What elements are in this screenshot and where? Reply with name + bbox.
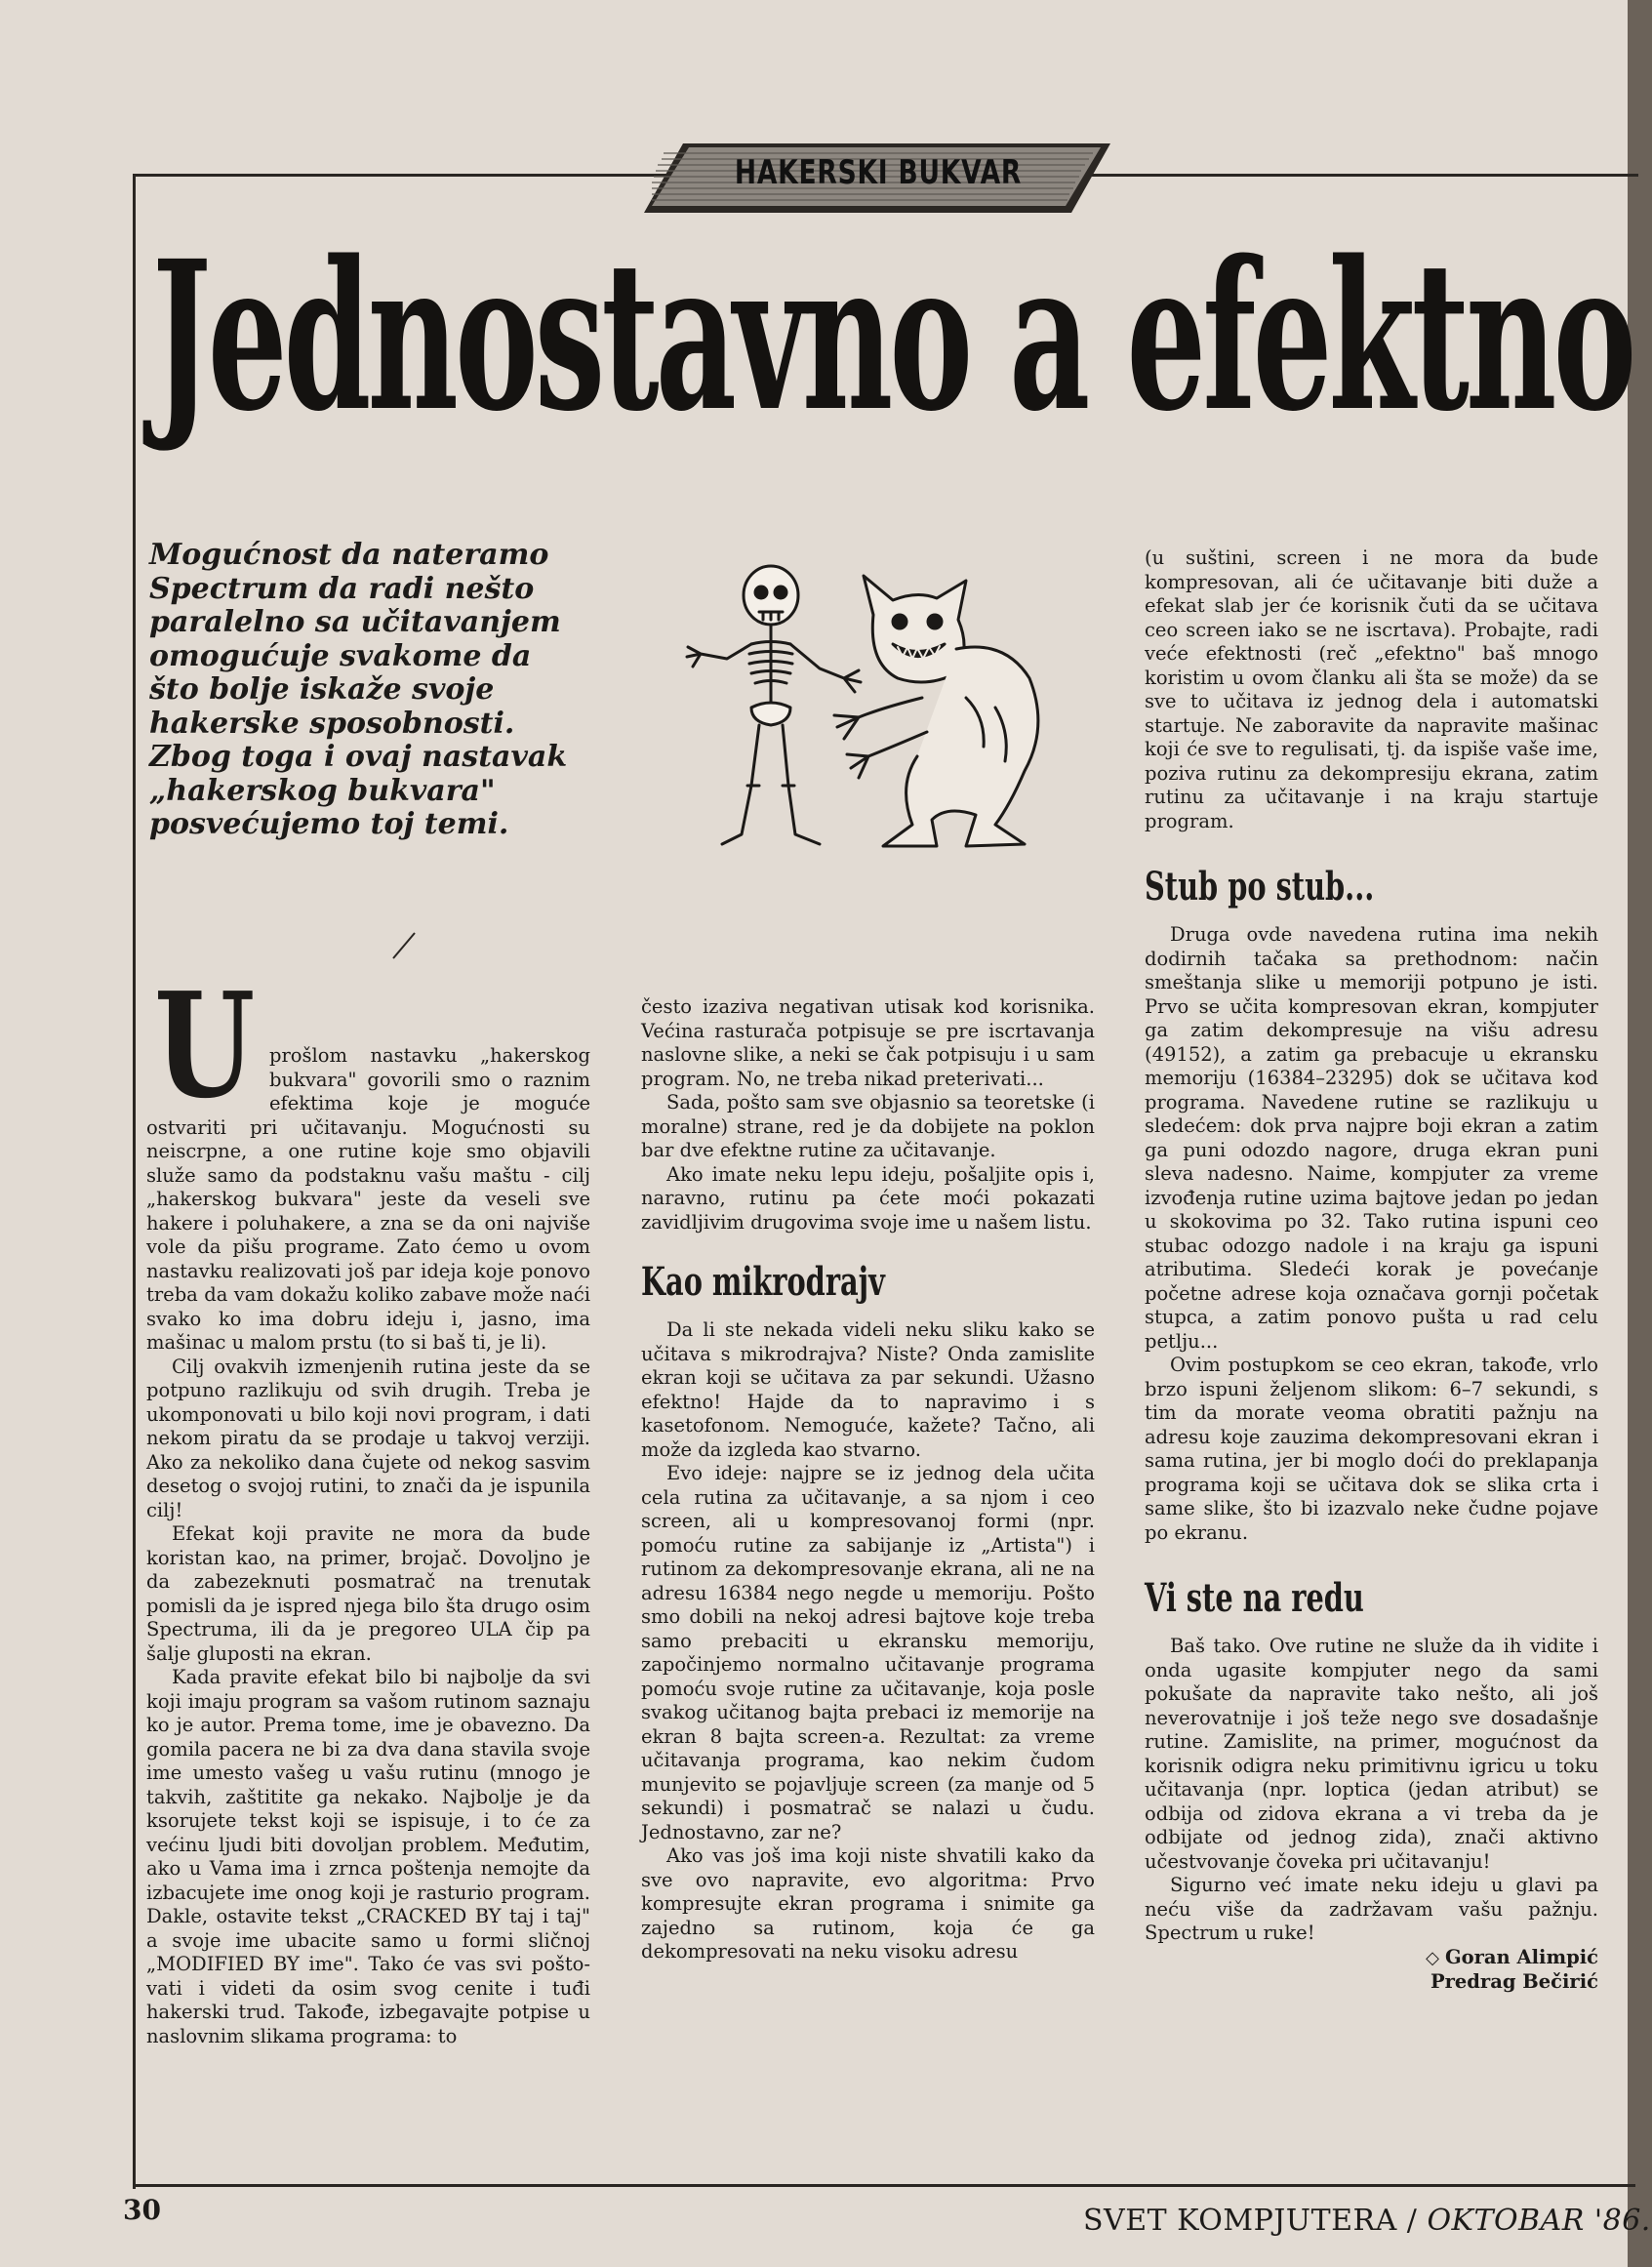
column-3 [1145,547,1598,1995]
body-paragraph: često izaziva negativan utisak kod korisnika. Većina rasturača potpisuje se pre iscrtavanja naslovne slike, a neki se čak potpisuju i u sam program. No, ne treba nikad preterivati... [641,995,1095,1090]
author-byline-2 [1145,1970,1598,1995]
body-paragraph: prošlom nastavku „hakerskog bukvara" govorili smo o raznim efektima koje je moguće ostvariti pri učitavanju. Mogućnosti su neiscrpne, a one rutine koje smo objavili služe samo da podstaknu vašu maštu - cilj „hakerskog bukvara" jeste da veseli sve hakere i poluhakere, a zna se da oni najviše vole da pišu programe. Zato ćemo u ovom nastavku realizovati još par ideja koje ponovo treba da vam dokažu koliko zabave može naći svako ko ima dobru ideju i, jasno, ima mašinac u malom prstu (to si baš ti, je li). [146,1044,590,1354]
subhead-kao-mikrodrajv: Kao mikrodrajv [641,1259,885,1305]
body-paragraph: Baš tako. Ove rutine ne služe da ih vidite i onda ugasite kompjuter nego da sami pokušate da napravite tako nešto, ali još neverovatnije i još teže nego sve dosadašnje rutine. Zamislite, na primer, mogućnost da korisnik odigra neku primitivnu igricu u toku učitavanja (npr. loptica (jedan atribut) se odbija od zidova ekrana a vi treba da je odbijate od jednog zida), znači aktivno učestvovanje čoveka pri učitavanju! [1145,1635,1598,1873]
body-paragraph: Ako vas još ima koji niste shvatili kako da sve ovo napravite, evo algoritma: Prvo kompresujte ekran programa i snimite ga zajedno sa rutinom, koja će ga dekompresovati na neku visoku adresu [641,1844,1095,1963]
dropcap-paragraph [146,960,590,1356]
skeleton-and-goblin-illustration-icon [673,561,1064,864]
section-banner [644,142,1112,215]
column-2 [641,995,1095,1964]
author-name: Predrag Bečirić [1430,1970,1598,1993]
body-paragraph: Kada pravite efekat bilo bi najbolje da svi koji imaju program sa vašom rutinom saznaju ko je autor. Prema tome, ime je obavezno. Da gomila pacera ne bi za dva dana stavila svoje ime umesto vašeg u vašu rutinu (mnogo je takvih, zaštitite ga nekako. Najbolje je da ksorujete tekst koji se ispisuje, i to će za većinu ljudi biti dovoljan problem. Međutim, ako u Vama ima i zrnca poštenja nemojte da izbacujete ime onog koji je rasturio program. Dakle, ostavite tekst „CRACKED BY taj i taj" a svoje ime ubacite samo u formi sličnoj „MODIFIED BY ime". Tako će vas svi pošto-vati i videti da osim svog cenite i tuđi hakerski trud. Takođe, izbegavajte potpise u naslovnim slikama programa: to [146,1666,590,2047]
body-paragraph: Da li ste nekada videli neku sliku kako se učitava s mikrodrajva? Niste? Onda zamislite ekran koji se učitava za par sekundi. Užasno efektno! Hajde da to napravimo i s kasetofonom. Nemoguće, kažete? Tačno, ali može da izgleda kao stvarno. [641,1318,1095,1461]
diamond-icon: ◇ [1426,1947,1439,1968]
article-deck: Mogućnost da nateramo Spectrum da radi nešto paralelno sa učitavanjem omogućuje svakome da što bolje iskaže svoje hakerske sposobnosti. Zbog toga i ovaj nastavak „hakerskog bukvara" posvećujemo toj temi. [149,538,568,841]
body-paragraph: Efekat koji pravite ne mora da bude koristan kao, na primer, brojač. Dovoljno je da zabezeknuti posmatrač na trenutak pomisli da je ispred njega bilo šta drugo osim Spectruma, ili da je pregoreo ULA čip pa šalje gluposti na ekran. [146,1522,590,1665]
body-paragraph: Cilj ovakvih izmenjenih rutina jeste da se potpuno razlikuju od svih drugih. Treba je ukomponovati u bilo koji novi program, i dati nekom piratu da se prodaje u takvoj verziji. Ako za nekoliko dana čujete od nekog sasvim desetog o svojoj rutini, to znači da je ispunila cilj! [146,1355,590,1521]
body-paragraph: (u suštini, screen i ne mora da bude kompresovan, ali će učitavanje biti duže a efekat slab jer će korisnik čuti da se učitava ceo screen iako se ne iscrtava). Probajte, radi veće efektnosti (reč „efektno" baš mnogo koristim u ovom članku ali šta se može) da se sve to učitava iz jednog dela i automatski startuje. Ne zaboravite da napravite mašinac koji će sve to regulisati, tj. da ispiše vaše ime, poziva rutinu za dekompresiju ekrana, zatim rutinu za učitavanje i na kraju startuje program. [1145,547,1598,832]
article-frame-bottom [133,2184,1635,2187]
body-paragraph: Druga ovde navedena rutina ima nekih dodirnih tačaka sa prethodnom: način smeštanja slike u memoriji potpuno je isti. Prvo se učita kompresovan ekran, kompjuter ga zatim dekompresuje na višu adresu (49152), a zatim ga prebacuje u ekransku memoriju (16384–23295) dok se učitava kod programa. Navedene rutine se razlikuju u sledećem: dok prva najpre boji ekran a zatim ga puni odozdo nagore, druga ekran puni sleva nadesno. Naime, kompjuter za vreme izvođenja rutine uzima bajtove jedan po jedan u skokovima po 32. Tako rutina ispuni ceo stubac odozgo nadole i na kraju ga ispuni atributima. Sledeći korak je povećanje početne adrese koja označava gornji početak stupca, a zatim ponovo pušta u rad celu petlju... [1145,923,1598,1353]
subhead-vi-ste-na-redu: Vi ste na redu [1145,1575,1364,1621]
body-paragraph: Ovim postupkom se ceo ekran, takođe, vrlo brzo ispuni željenom slikom: 6–7 sekundi, s tim da morate veoma obratiti pažnju na adresu koje zauzima dekompresovani ekran i sama rutina, jer bi moglo doći do preklapanja programa koji se učitava dok se slika crta i same slike, što bi izazvalo neke čudne pojave po ekranu. [1145,1354,1598,1544]
body-paragraph: Sada, pošto sam sve objasnio sa teoretske (i moralne) strane, red je da dobijete na poklon bar dve efektne rutine za učitavanje. [641,1091,1095,1161]
body-paragraph: Sigurno već imate neku ideju u glavi pa neću više da zadržavam vašu pažnju. Spectrum u ruke! [1145,1874,1598,1944]
page-number: 30 [123,2194,161,2226]
author-byline-1 [1145,1946,1598,1971]
body-paragraph: Evo ideje: najpre se iz jednog dela učita cela rutina za učitavanje, a sa njom i ceo screen, ali u kompresovanoj formi (npr. pomoću rutine za sabijanje iz „Artista") i rutinom za dekompresovanje ekrana, ali ne na adresu 16384 nego negde u memoriju. Pošto smo dobili na nekoj adresi bajtove koje treba samo prebaciti u ekransku memoriju, započinjemo normalno učitavanje programa pomoću svoje rutine za učitavanje, koja posle svakog učitanog bajta prebaci iz memorije na ekran 8 bajta screen-a. Rezultat: za vreme učitavanja programa, kao nekim čudom munjevito se pojavljuje screen (za manje od 5 sekundi) i posmatrač se nalazi u čudu. Jednostavno, zar ne? [641,1462,1095,1843]
body-paragraph: Ako imate neku lepu ideju, pošaljite opis i, naravno, rutinu pa ćete moći pokazati zavidljivim drugovima svoje ime u našem listu. [641,1162,1095,1234]
column-1 [146,960,590,2048]
dropcap: U [154,960,256,1130]
subhead-stub-po-stub: Stub po stub... [1145,864,1375,910]
issue-date: OKTOBAR '86. [1427,2204,1651,2238]
publication-footer [1083,2204,1651,2238]
article-title: Jednostavno a efektno [152,216,1633,457]
pen-mark-icon [385,927,424,966]
publication-name: SVET KOMPJUTERA / [1083,2204,1418,2238]
author-name: Goran Alimpić [1444,1945,1598,1968]
section-label: HAKERSKI BUKVAR [734,153,1023,192]
